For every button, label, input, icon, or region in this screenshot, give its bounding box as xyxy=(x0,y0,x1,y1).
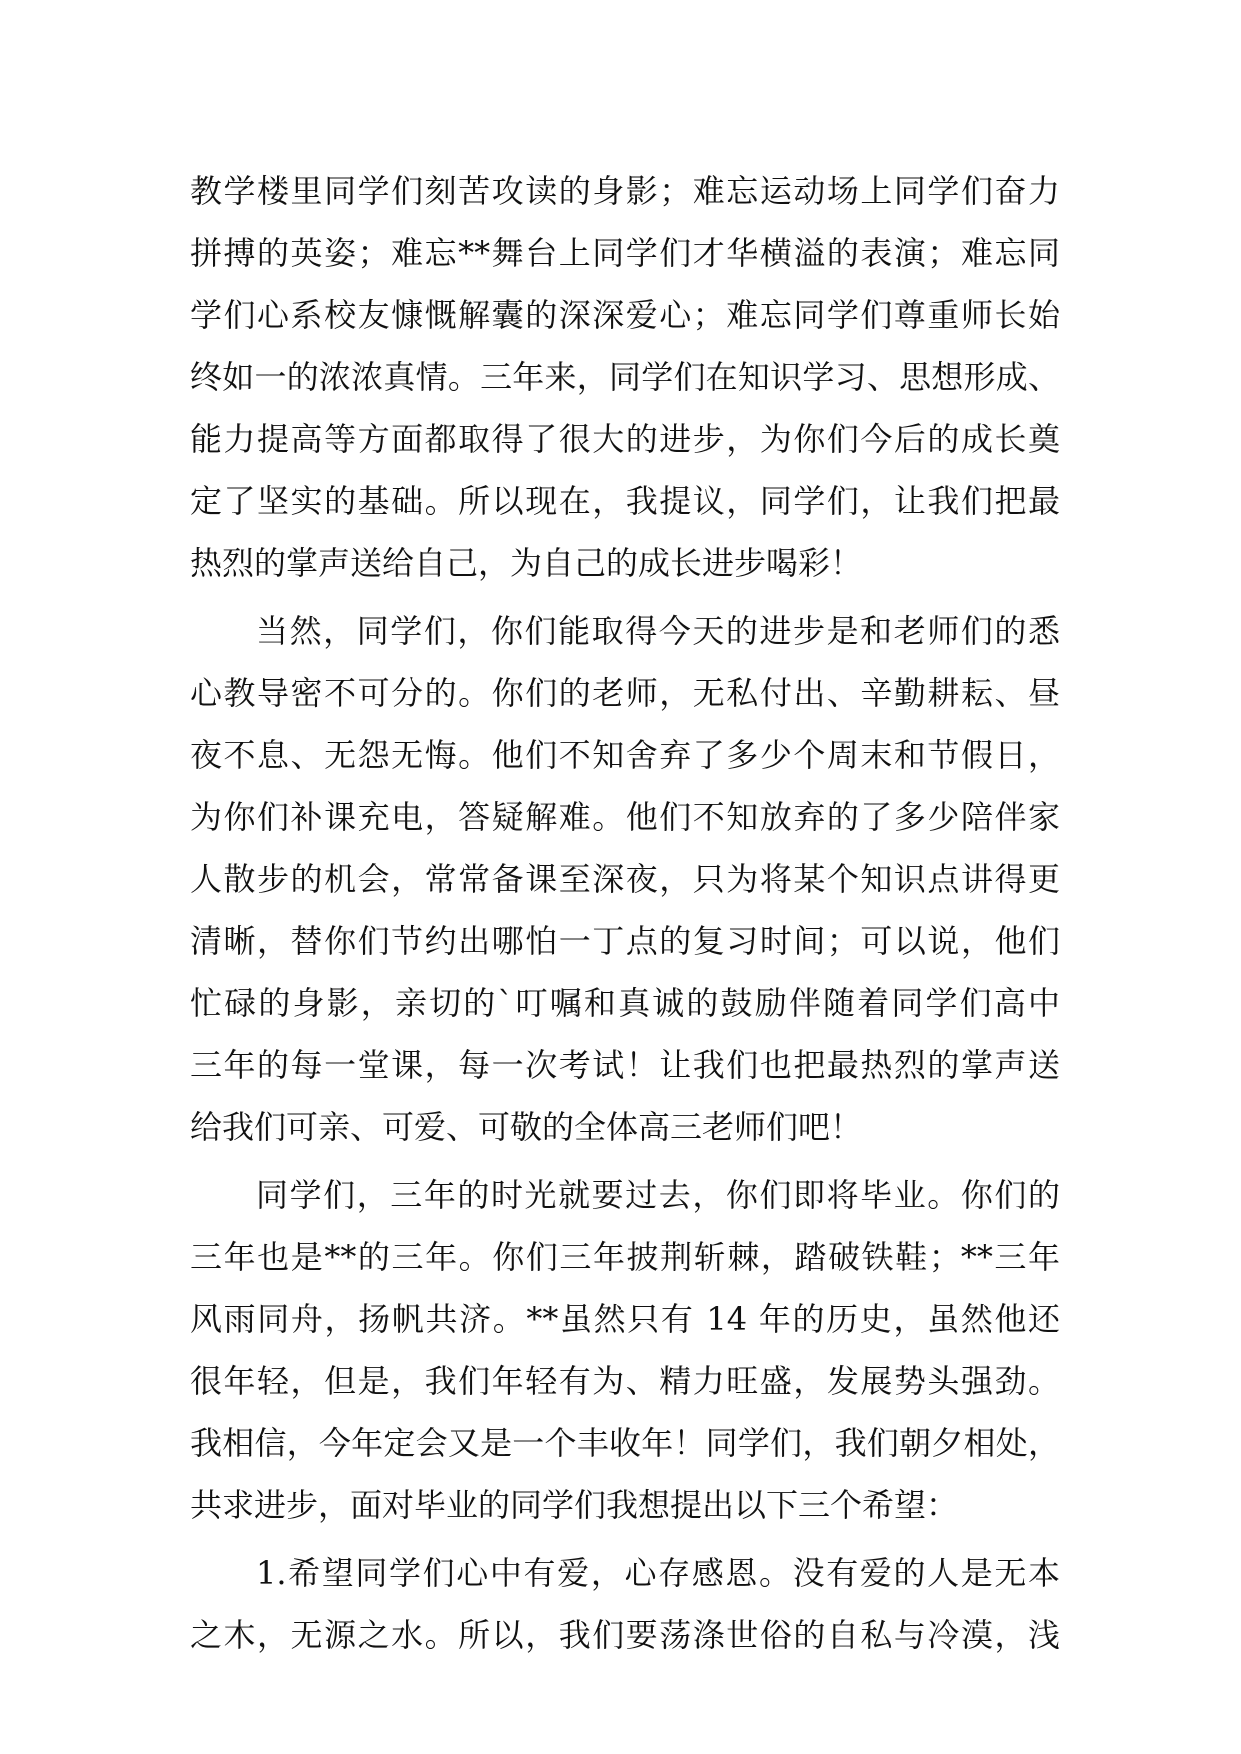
text-line: 很年轻，但是，我们年轻有为、精力旺盛，发展势头强劲。 xyxy=(190,1362,1060,1400)
text-line: 学们心系校友慷慨解囊的深深爱心；难忘同学们尊重师长始 xyxy=(190,296,1060,334)
text-line: 风雨同舟，扬帆共济。**虽然只有 14 年的历史，虽然他还 xyxy=(190,1300,1060,1338)
text-line: 夜不息、无怨无悔。他们不知舍弃了多少个周末和节假日， xyxy=(190,736,1060,774)
text-line: 共求进步，面对毕业的同学们我想提出以下三个希望： xyxy=(190,1486,959,1524)
text-line: 为你们补课充电，答疑解难。他们不知放弃的了多少陪伴家 xyxy=(190,798,1060,836)
text-line: 忙碌的身影，亲切的`叮嘱和真诚的鼓励伴随着同学们高中 xyxy=(190,984,1060,1022)
paragraph xyxy=(190,160,1060,594)
text-line: 之木，无源之水。所以，我们要荡涤世俗的自私与冷漠，浅 xyxy=(190,1616,1060,1654)
text-line: 同学们，三年的时光就要过去，你们即将毕业。你们的 xyxy=(256,1176,1060,1214)
text-line: 1.希望同学们心中有爱，心存感恩。没有爱的人是无本 xyxy=(256,1554,1060,1592)
body-text xyxy=(190,160,1060,1666)
text-line: 三年也是**的三年。你们三年披荆斩棘，踏破铁鞋；**三年 xyxy=(190,1238,1060,1276)
text-line: 当然，同学们，你们能取得今天的进步是和老师们的悉 xyxy=(256,612,1060,650)
text-line: 终如一的浓浓真情。三年来，同学们在知识学习、思想形成、 xyxy=(190,358,1060,396)
text-line: 拼搏的英姿；难忘**舞台上同学们才华横溢的表演；难忘同 xyxy=(190,234,1060,272)
paragraph xyxy=(190,600,1060,1158)
text-line: 清晰，替你们节约出哪怕一丁点的复习时间；可以说，他们 xyxy=(190,922,1060,960)
text-line: 心教导密不可分的。你们的老师，无私付出、辛勤耕耘、昼 xyxy=(190,674,1060,712)
paragraph xyxy=(190,1164,1060,1536)
text-line: 给我们可亲、可爱、可敬的全体高三老师们吧！ xyxy=(190,1108,863,1146)
text-line: 教学楼里同学们刻苦攻读的身影；难忘运动场上同学们奋力 xyxy=(190,172,1060,210)
text-line: 热烈的掌声送给自己，为自己的成长进步喝彩！ xyxy=(190,544,863,582)
paragraph xyxy=(190,1542,1060,1666)
text-line: 能力提高等方面都取得了很大的进步，为你们今后的成长奠 xyxy=(190,420,1060,458)
text-line: 我相信，今年定会又是一个丰收年！同学们，我们朝夕相处， xyxy=(190,1424,1060,1462)
text-line: 定了坚实的基础。所以现在，我提议，同学们，让我们把最 xyxy=(190,482,1060,520)
text-line: 三年的每一堂课，每一次考试！让我们也把最热烈的掌声送 xyxy=(190,1046,1060,1084)
text-line: 人散步的机会，常常备课至深夜，只为将某个知识点讲得更 xyxy=(190,860,1060,898)
